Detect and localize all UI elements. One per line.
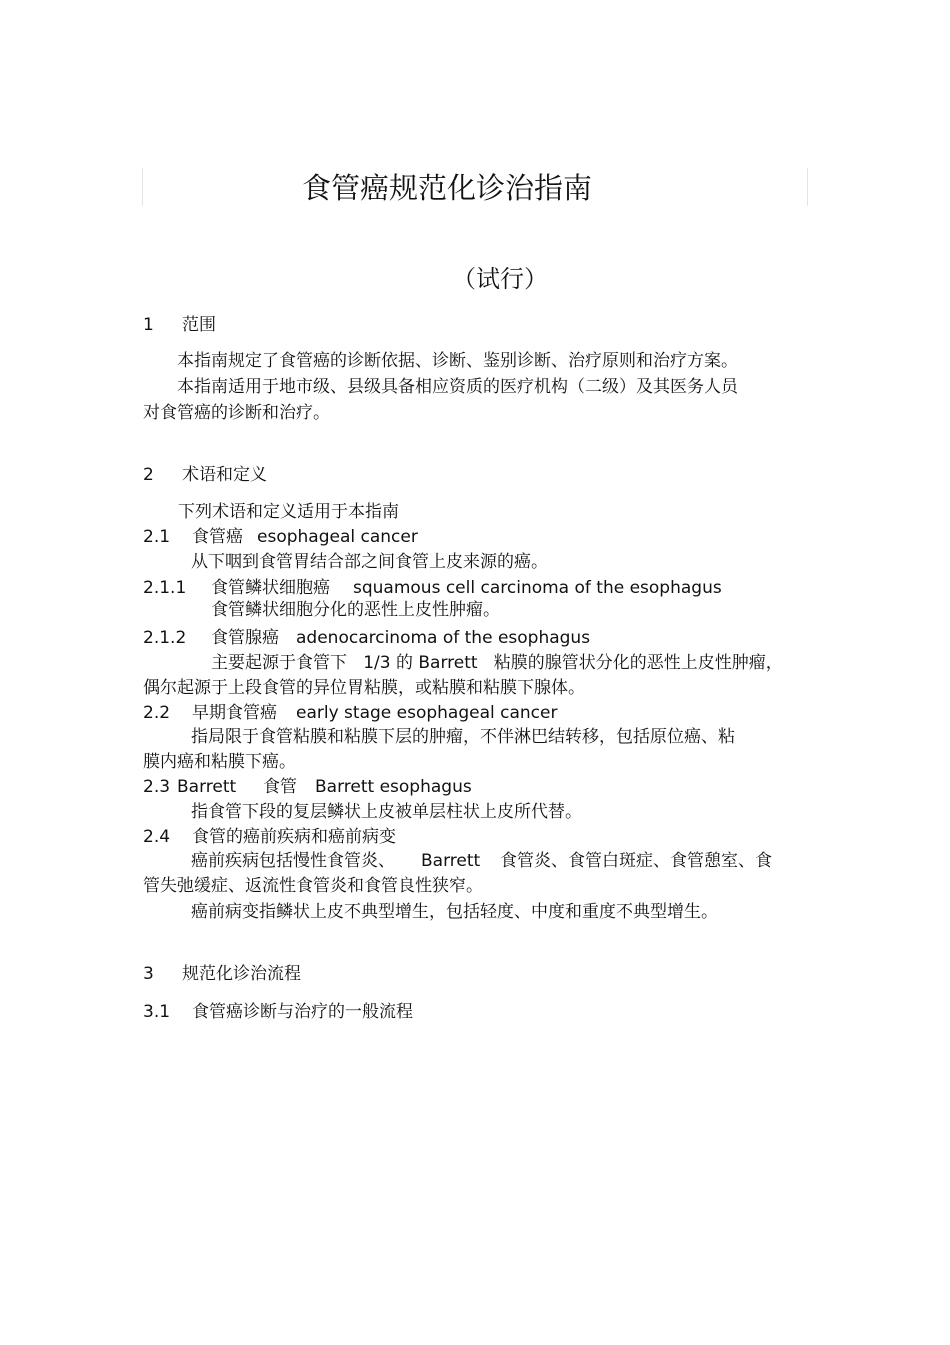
term-name-en: esophageal cancer — [257, 527, 418, 547]
term-definition: 偶尔起源于上段食管的异位胃粘膜，或粘膜和粘膜下腺体。 — [143, 678, 585, 698]
section-1-heading: 范围 — [182, 315, 216, 335]
paragraph: 下列术语和定义适用于本指南 — [178, 502, 399, 522]
section-2-number: 2 — [143, 465, 154, 485]
section-3-number: 3 — [143, 964, 154, 984]
paragraph: 本指南规定了食管癌的诊断依据、诊断、鉴别诊断、治疗原则和治疗方案。 — [177, 351, 738, 371]
section-1-number: 1 — [143, 315, 154, 335]
subsection-number: 3.1 — [143, 1002, 171, 1022]
term-name-zh: 早期食管癌 — [192, 703, 277, 723]
term-name-en: adenocarcinoma of the esophagus — [296, 628, 591, 648]
term-definition: 主要起源于食管下 1/3 的 Barrett 粘膜的腺管状分化的恶性上皮性肿瘤， — [211, 653, 783, 673]
subsection-heading: 食管癌诊断与治疗的一般流程 — [192, 1002, 413, 1022]
paragraph: 本指南适用于地市级、县级具备相应资质的医疗机构（二级）及其医务人员 — [177, 377, 738, 397]
term-definition: 癌前病变指鳞状上皮不典型增生，包括轻度、中度和重度不典型增生。 — [191, 902, 718, 922]
section-2-heading: 术语和定义 — [182, 465, 267, 485]
term-name-zh: 食管腺癌 — [211, 628, 279, 648]
term-definition: 管失弛缓症、返流性食管炎和食管良性狭窄。 — [143, 876, 483, 896]
term-number: 2.1.2 — [143, 628, 187, 648]
term-name-zh: 食管 — [263, 777, 297, 797]
document-title: 食管癌规范化诊治指南 — [302, 171, 593, 205]
term-definition: Barrett — [421, 851, 481, 871]
section-3-heading: 规范化诊治流程 — [182, 964, 301, 984]
paragraph: 对食管癌的诊断和治疗。 — [143, 403, 330, 423]
term-definition: 指食管下段的复层鳞状上皮被单层柱状上皮所代替。 — [191, 802, 582, 822]
term-definition: 膜内癌和粘膜下癌。 — [143, 752, 296, 772]
term-name-prefix: Barrett — [177, 777, 237, 797]
term-name-en: Barrett esophagus — [315, 777, 472, 797]
margin-line-right — [807, 168, 808, 206]
term-number: 2.3 — [143, 777, 171, 797]
term-name-en: squamous cell carcinoma of the esophagus — [353, 578, 722, 598]
document-subtitle: （试行） — [452, 265, 548, 293]
term-definition: 癌前疾病包括慢性食管炎、 — [191, 851, 395, 871]
term-number: 2.1.1 — [143, 578, 187, 598]
term-definition: 食管鳞状细胞分化的恶性上皮性肿瘤。 — [211, 600, 500, 620]
term-number: 2.2 — [143, 703, 171, 723]
margin-line-left — [142, 168, 143, 206]
term-name-en: early stage esophageal cancer — [296, 703, 558, 723]
term-name-zh: 食管鳞状细胞癌 — [211, 578, 330, 598]
term-number: 2.4 — [143, 827, 171, 847]
term-definition: 从下咽到食管胃结合部之间食管上皮来源的癌。 — [191, 552, 548, 572]
term-name-zh: 食管的癌前疾病和癌前病变 — [192, 827, 396, 847]
term-definition: 食管炎、食管白斑症、食管憩室、食 — [500, 851, 772, 871]
term-name-zh: 食管癌 — [192, 527, 243, 547]
term-definition: 指局限于食管粘膜和粘膜下层的肿瘤，不伴淋巴结转移，包括原位癌、粘 — [191, 727, 735, 747]
term-number: 2.1 — [143, 527, 171, 547]
